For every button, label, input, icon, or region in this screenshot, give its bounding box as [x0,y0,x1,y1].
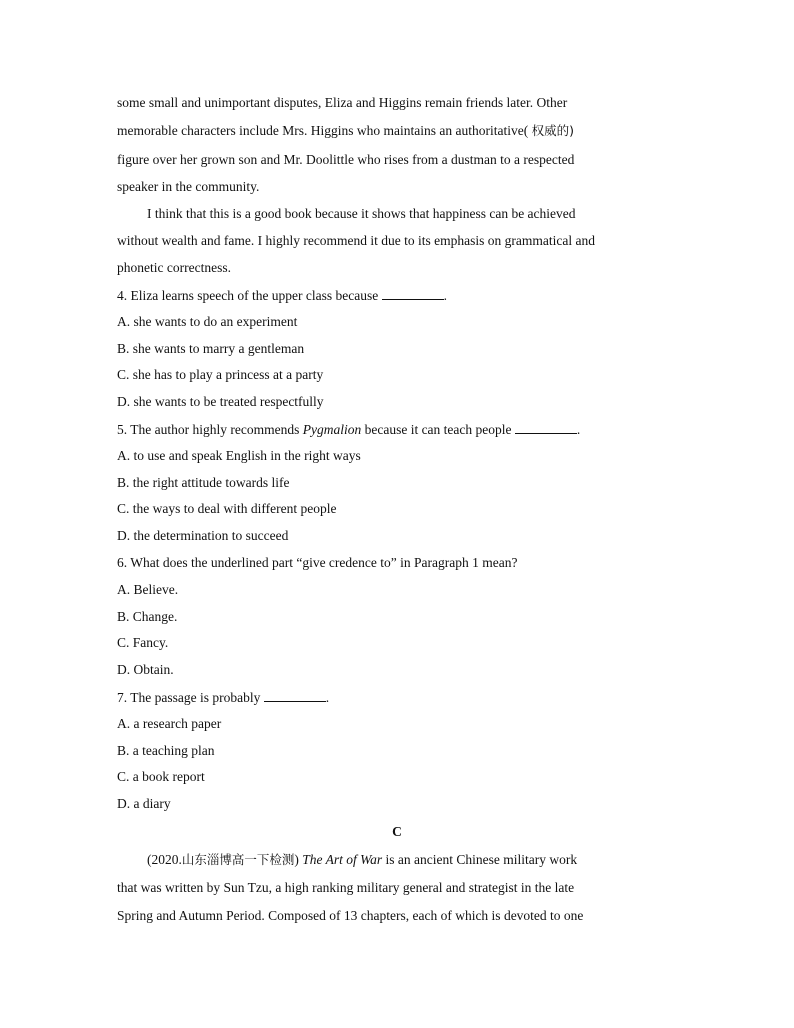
option: C. the ways to deal with different people [117,501,337,516]
chinese-gloss: 权威的) [531,123,575,138]
section-heading: C [392,824,402,839]
passage-line: without wealth and fame. I highly recommend it due to its emphasis on grammatical and [117,233,596,248]
passage-text: is an ancient Chinese military work [382,852,578,867]
option: D. Obtain. [117,662,174,677]
source-text: ) [294,852,299,867]
passage-line [147,851,707,869]
stem-text: because it can teach people [361,422,515,437]
option: C. a book report [117,769,205,784]
passage-line: I think that this is a good book because it shows that happiness can be achieved [147,206,576,221]
stem-end: . [443,288,448,303]
question-stem: 6. What does the underlined part “give credence to” in Paragraph 1 mean? [117,555,518,570]
question-stem [117,420,677,439]
passage-line: that was written by Sun Tzu, a high ranking military general and strategist in the late [117,880,575,895]
option: C. Fancy. [117,635,169,650]
option: D. the determination to succeed [117,528,289,543]
book-title: The Art of War [302,852,383,867]
question-stem [117,286,677,305]
option: A. a research paper [117,716,222,731]
option: D. she wants to be treated respectfully [117,394,324,409]
stem-text: 4. Eliza learns speech of the upper class because [117,288,382,303]
option: A. she wants to do an experiment [117,314,298,329]
passage-line: some small and unimportant disputes, Eliza and Higgins remain friends later. Other [117,95,568,110]
passage-line: phonetic correctness. [117,260,231,275]
passage-text: memorable characters include Mrs. Higgins who maintains an authoritative( [117,123,529,138]
source-text: (2020. [147,852,182,867]
option: D. a diary [117,796,171,811]
stem-text: 7. The passage is probably [117,690,264,705]
option: A. to use and speak English in the right ways [117,448,361,463]
answer-blank [382,286,444,300]
answer-blank [515,420,577,434]
option: B. the right attitude towards life [117,475,290,490]
book-title: Pygmalion [302,422,362,437]
question-stem [117,688,677,707]
passage-line: speaker in the community. [117,179,260,194]
option: C. she has to play a princess at a party [117,367,324,382]
option: B. Change. [117,609,178,624]
stem-text: 5. The author highly recommends [117,422,303,437]
passage-line: Spring and Autumn Period. Composed of 13 chapters, each of which is devoted to one [117,908,584,923]
stem-end: . [325,690,330,705]
source-cjk: 山东淄博高一下检测 [181,852,295,867]
stem-end: . [576,422,581,437]
option: A. Believe. [117,582,179,597]
option: B. she wants to marry a gentleman [117,341,305,356]
passage-line [117,122,677,140]
answer-blank [264,688,326,702]
option: B. a teaching plan [117,743,215,758]
passage-line: figure over her grown son and Mr. Doolittle who rises from a dustman to a respected [117,152,575,167]
